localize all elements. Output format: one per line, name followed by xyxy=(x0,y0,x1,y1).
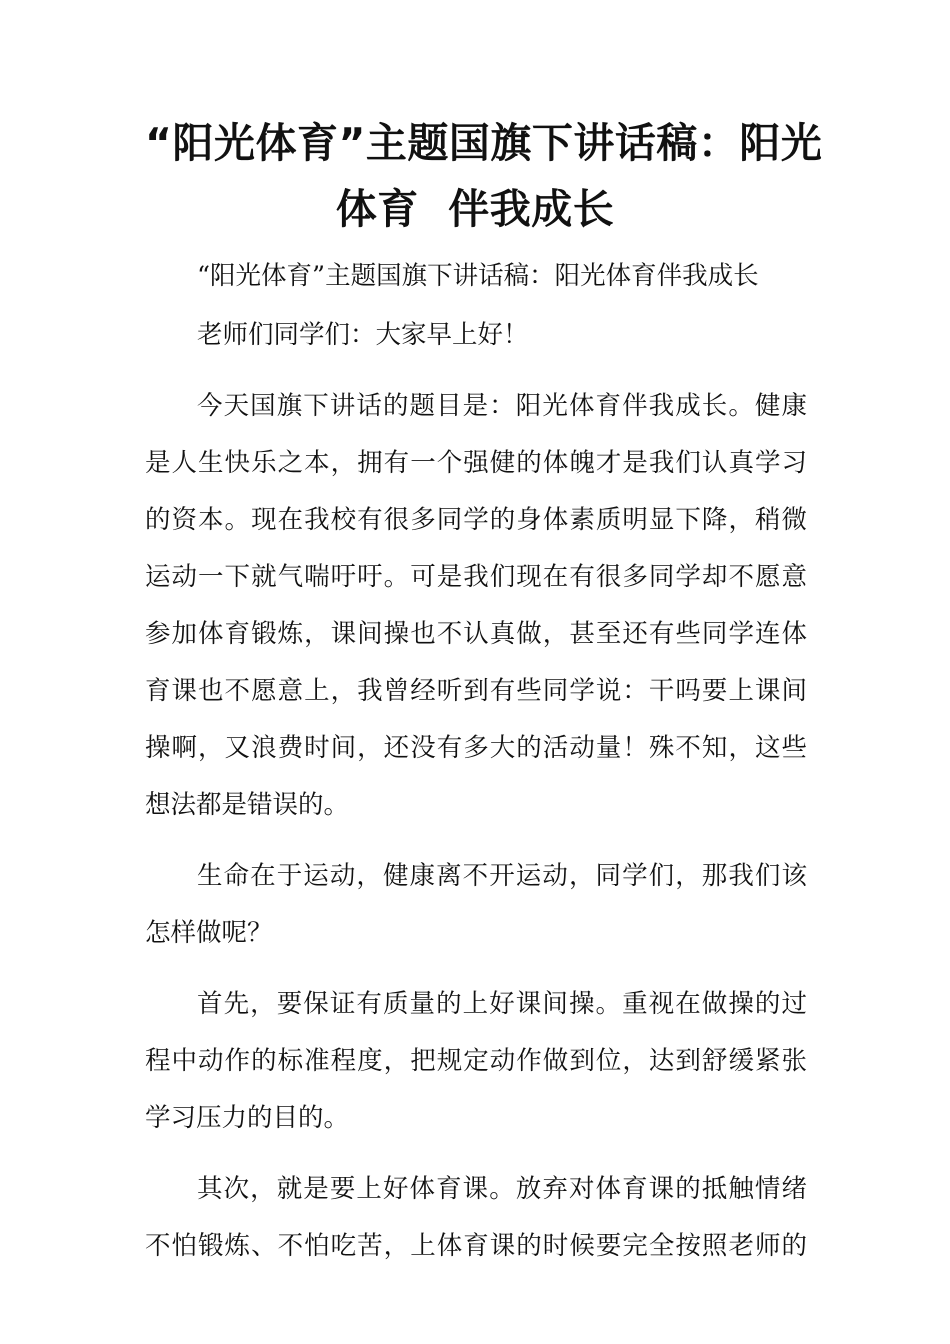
document-title xyxy=(145,110,823,242)
paragraph-line: 不怕锻炼、不怕吃苦，上体育课的时候要完全按照老师的 xyxy=(145,1231,807,1261)
paragraph-line: 今天国旗下讲话的题目是：阳光体育伴我成长。健康 xyxy=(197,391,807,421)
paragraph-line: 是人生快乐之本，拥有一个强健的体魄才是我们认真学习 xyxy=(145,448,807,478)
paragraph-line: 生命在于运动，健康离不开运动，同学们，那我们该 xyxy=(197,861,807,891)
paragraph-line: 怎样做呢？ xyxy=(145,918,273,948)
title-line-2: 体育 伴我成长 xyxy=(335,185,615,233)
title-line-1: “阳光体育”主题国旗下讲话稿：阳光 xyxy=(145,119,823,167)
paragraph-line: 老师们同学们：大家早上好！ xyxy=(197,320,529,350)
paragraph-line: 育课也不愿意上，我曾经听到有些同学说：干吗要上课间 xyxy=(145,676,807,706)
paragraph-line: 想法都是错误的。 xyxy=(145,790,350,820)
paragraph-line: 参加体育锻炼，课间操也不认真做，甚至还有些同学连体 xyxy=(145,619,807,649)
document-body xyxy=(145,248,807,1275)
paragraph-line: 学习压力的目的。 xyxy=(145,1103,350,1133)
paragraph-intro xyxy=(145,378,807,834)
paragraph-second xyxy=(145,1161,807,1275)
paragraph-line: “阳光体育”主题国旗下讲话稿：阳光体育伴我成长 xyxy=(197,261,759,291)
paragraph-line: 操啊，又浪费时间，还没有多大的活动量！殊不知，这些 xyxy=(145,733,807,763)
paragraph-line: 程中动作的标准程度，把规定动作做到位，达到舒缓紧张 xyxy=(145,1046,807,1076)
paragraph-line: 运动一下就气喘吁吁。可是我们现在有很多同学却不愿意 xyxy=(145,562,807,592)
paragraph-subtitle xyxy=(145,248,807,305)
paragraph-line: 首先，要保证有质量的上好课间操。重视在做操的过 xyxy=(197,989,807,1019)
paragraph-line: 其次，就是要上好体育课。放弃对体育课的抵触情绪 xyxy=(197,1174,807,1204)
paragraph-first xyxy=(145,976,807,1147)
paragraph-line: 的资本。现在我校有很多同学的身体素质明显下降，稍微 xyxy=(145,505,807,535)
paragraph-greeting xyxy=(145,307,807,364)
paragraph-question xyxy=(145,848,807,962)
